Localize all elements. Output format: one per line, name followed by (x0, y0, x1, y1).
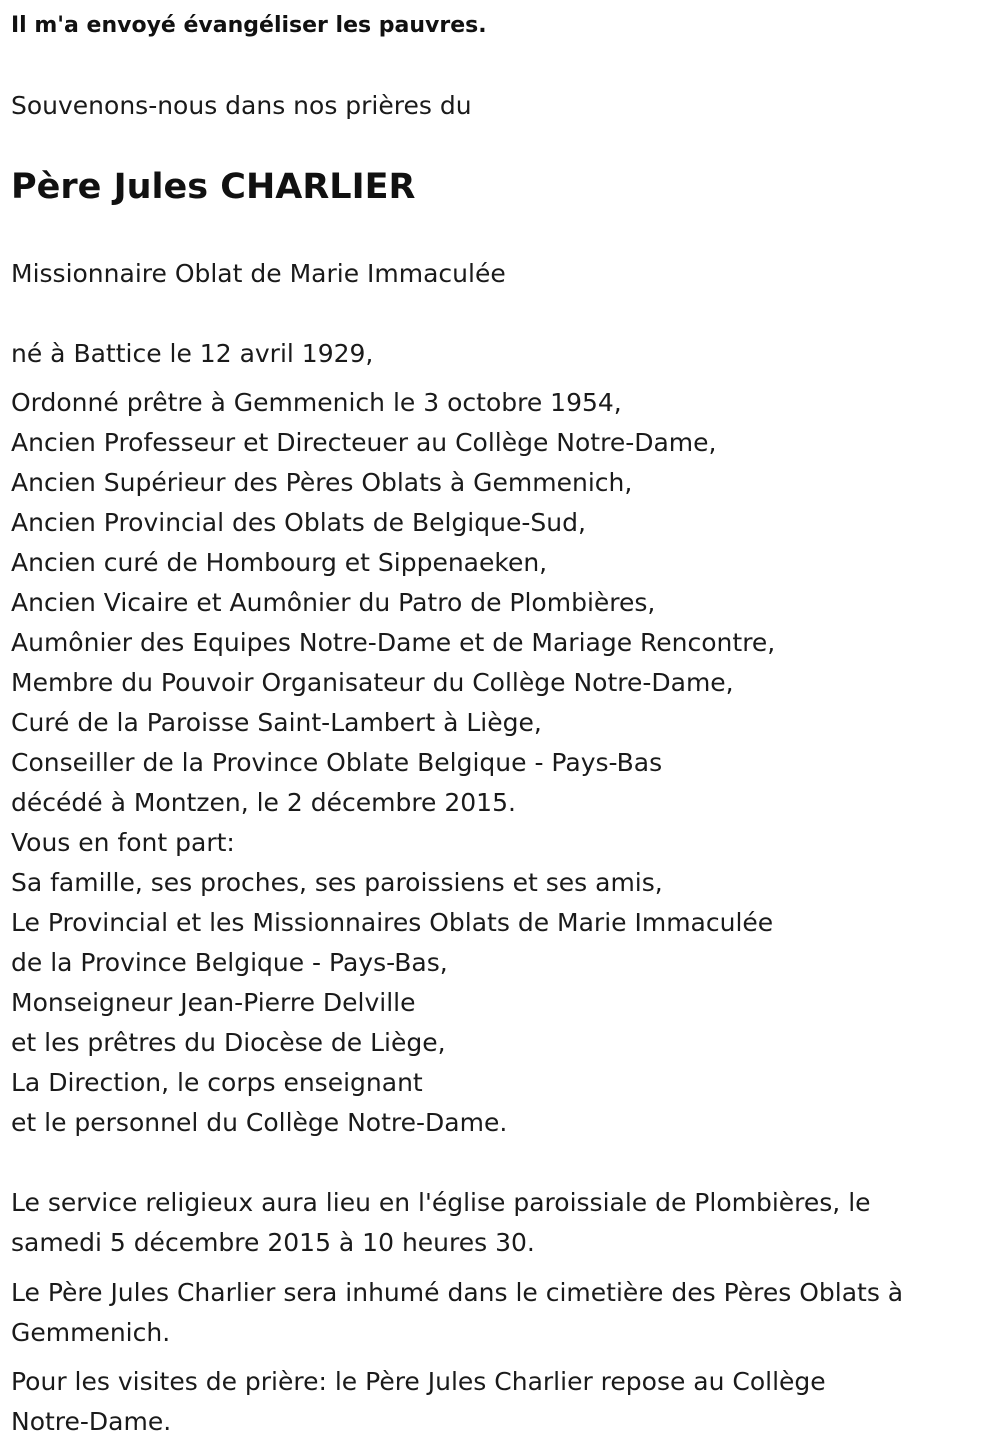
birth-line: né à Battice le 12 avril 1929, (11, 339, 374, 368)
career-line: Conseiller de la Province Oblate Belgique - Pays-Bas (11, 748, 663, 777)
career-line: Ancien Vicaire et Aumônier du Patro de Plombières, (11, 588, 656, 617)
intro-text: Souvenons-nous dans nos prières du (11, 91, 472, 120)
announcer-line: et les prêtres du Diocèse de Liège, (11, 1028, 446, 1057)
announce-intro: Vous en font part: (11, 828, 235, 857)
announcer-line: Sa famille, ses proches, ses paroissiens et ses amis, (11, 868, 663, 897)
death-line: décédé à Montzen, le 2 décembre 2015. (11, 788, 516, 817)
career-line: Ancien Professeur et Directeuer au Collège Notre-Dame, (11, 428, 717, 457)
burial-line: Gemmenich. (11, 1318, 171, 1347)
deceased-name: Père Jules CHARLIER (11, 167, 416, 207)
career-line: Ancien Provincial des Oblats de Belgique-Sud, (11, 508, 586, 537)
announcer-line: La Direction, le corps enseignant (11, 1068, 423, 1097)
visits-line: Pour les visites de prière: le Père Jules Charlier repose au Collège (11, 1367, 826, 1396)
announcer-line: Monseigneur Jean-Pierre Delville (11, 988, 416, 1017)
career-line: Aumônier des Equipes Notre-Dame et de Mariage Rencontre, (11, 628, 776, 657)
career-line: Ancien curé de Hombourg et Sippenaeken, (11, 548, 548, 577)
announcer-line: et le personnel du Collège Notre-Dame. (11, 1108, 508, 1137)
visits-line: Notre-Dame. (11, 1407, 172, 1436)
epigraph: Il m'a envoyé évangéliser les pauvres. (11, 13, 487, 38)
career-line: Ordonné prêtre à Gemmenich le 3 octobre 1954, (11, 388, 622, 417)
career-line: Curé de la Paroisse Saint-Lambert à Liège, (11, 708, 542, 737)
deceased-title: Missionnaire Oblat de Marie Immaculée (11, 259, 506, 288)
announcer-line: Le Provincial et les Missionnaires Oblats de Marie Immaculée (11, 908, 774, 937)
career-line: Membre du Pouvoir Organisateur du Collège Notre-Dame, (11, 668, 734, 697)
burial-line: Le Père Jules Charlier sera inhumé dans le cimetière des Pères Oblats à (11, 1278, 904, 1307)
career-line: Ancien Supérieur des Pères Oblats à Gemmenich, (11, 468, 633, 497)
service-line: Le service religieux aura lieu en l'église paroissiale de Plombières, le (11, 1188, 871, 1217)
service-line: samedi 5 décembre 2015 à 10 heures 30. (11, 1228, 535, 1257)
announcer-line: de la Province Belgique - Pays-Bas, (11, 948, 448, 977)
